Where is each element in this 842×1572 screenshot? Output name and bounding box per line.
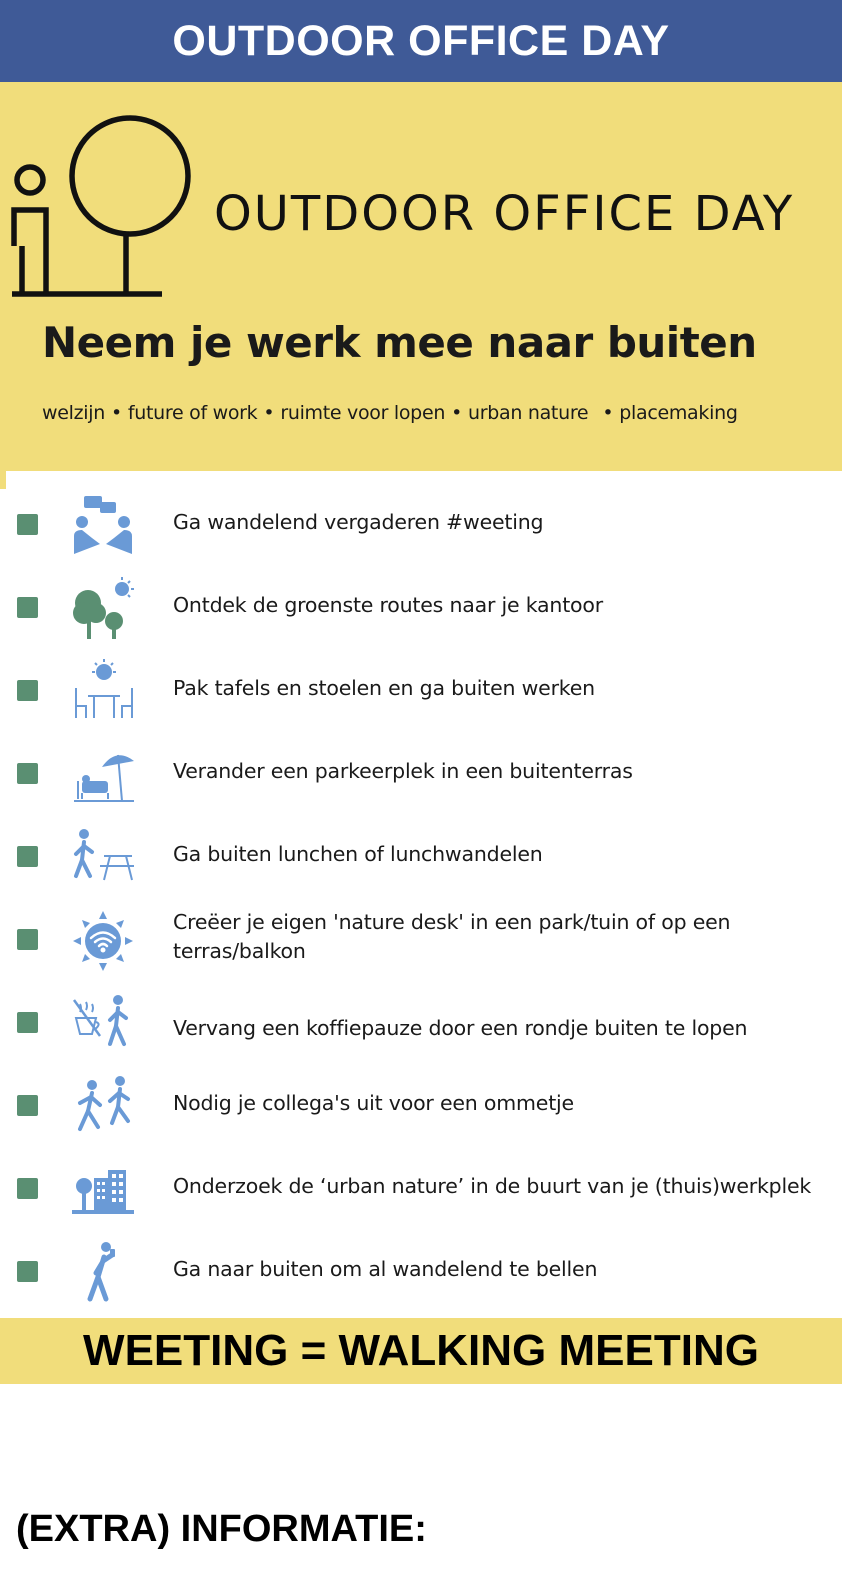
list-item — [0, 656, 842, 726]
keyword-list: welzijn • future of work • ruimte voor lopen • urban nature • placemaking — [42, 402, 738, 424]
keyword: future of work — [127, 402, 258, 424]
weeting-banner — [0, 1318, 842, 1384]
page-title: OUTDOOR OFFICE DAY — [172, 16, 670, 65]
list-item — [0, 822, 842, 892]
list-item — [0, 1154, 842, 1224]
item-text: Ga wandelend vergaderen #weeting — [173, 510, 544, 534]
nature-wifi-icon — [70, 907, 136, 973]
keyword: placemaking — [619, 402, 738, 424]
item-text: Pak tafels en stoelen en ga buiten werken — [173, 676, 595, 700]
keyword: ruimte voor lopen — [280, 402, 446, 424]
hero-edge — [0, 471, 6, 489]
walk-picnic-icon — [70, 824, 136, 890]
meeting-icon — [70, 492, 136, 558]
keyword: urban nature — [468, 402, 589, 424]
person-tree-logo-icon — [6, 114, 196, 304]
logo-text: OUTDOOR OFFICE DAY — [214, 186, 795, 242]
item-text: Creëer je eigen 'nature desk' in een park/tuin of op een terras/balkon — [173, 910, 731, 963]
urban-nature-icon — [70, 1156, 136, 1222]
checkbox[interactable] — [17, 1095, 38, 1116]
checkbox[interactable] — [17, 1261, 38, 1282]
banner-text: WEETING = WALKING MEETING — [83, 1326, 759, 1375]
list-item — [0, 905, 842, 975]
keyword: welzijn — [42, 402, 105, 424]
item-text: Verander een parkeerplek in een buitenterras — [173, 759, 633, 783]
checkbox[interactable] — [17, 763, 38, 784]
list-item — [0, 573, 842, 643]
table-chairs-sun-icon — [70, 658, 136, 724]
list-item — [0, 739, 842, 809]
checkbox[interactable] — [17, 680, 38, 701]
checkbox[interactable] — [17, 846, 38, 867]
tagline: Neem je werk mee naar buiten — [42, 318, 757, 367]
list-item — [0, 490, 842, 560]
walk-phone-icon — [70, 1239, 136, 1305]
list-item — [0, 988, 842, 1058]
item-text: Nodig je collega's uit voor een ommetje — [173, 1091, 574, 1115]
item-text: Ontdek de groenste routes naar je kantoor — [173, 593, 603, 617]
list-item — [0, 1071, 842, 1141]
item-text: Ga naar buiten om al wandelend te bellen — [173, 1257, 598, 1281]
checkbox[interactable] — [17, 1012, 38, 1033]
checkbox[interactable] — [17, 514, 38, 535]
checkbox[interactable] — [17, 929, 38, 950]
trees-sun-icon — [70, 575, 136, 641]
checkbox[interactable] — [17, 597, 38, 618]
parking-terrace-icon — [70, 741, 136, 807]
list-item — [0, 1237, 842, 1307]
extra-info-heading: (EXTRA) INFORMATIE: — [16, 1508, 427, 1550]
checkbox[interactable] — [17, 1178, 38, 1199]
coffee-walk-icon — [70, 990, 136, 1056]
item-text: Ga buiten lunchen of lunchwandelen — [173, 842, 543, 866]
item-text: Onderzoek de ‘urban nature’ in de buurt van je (thuis)werkplek — [173, 1174, 812, 1198]
colleagues-walk-icon — [70, 1073, 136, 1139]
item-text: Vervang een koffiepauze door een rondje buiten te lopen — [173, 1016, 748, 1040]
page-header — [0, 0, 842, 82]
